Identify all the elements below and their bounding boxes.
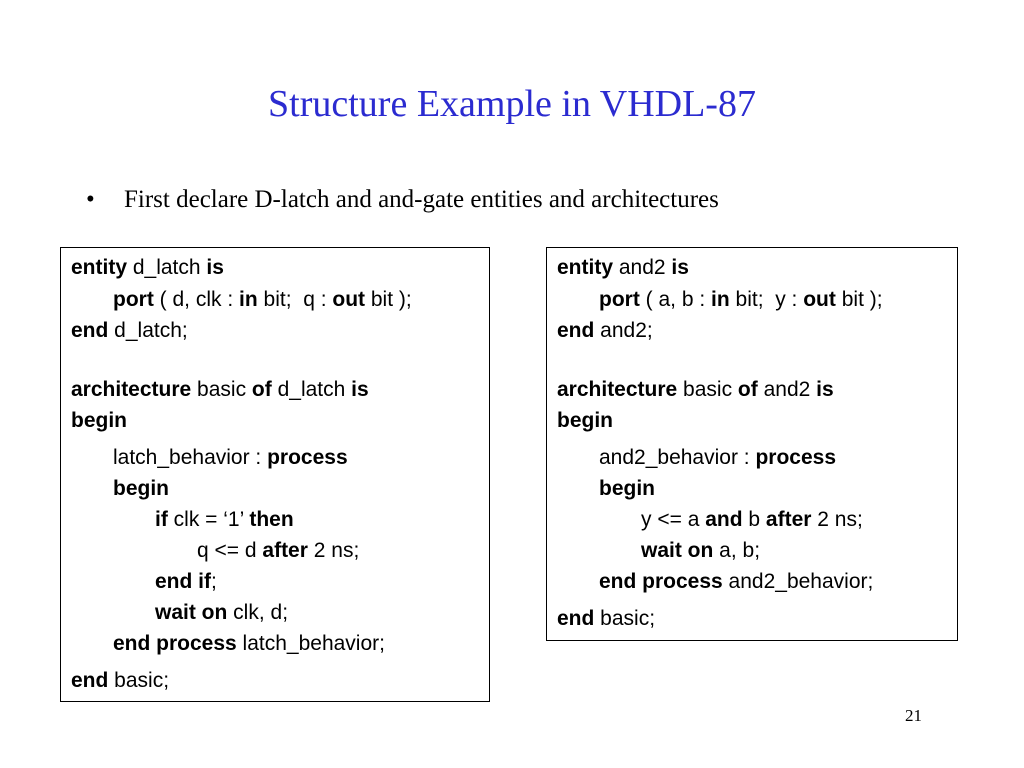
code-line [599,570,873,594]
code-keyword: in [239,288,258,311]
code-keyword: is [671,256,689,279]
code-keyword: wait on [155,601,228,624]
code-line [155,601,288,625]
code-line [71,409,127,433]
code-line [113,477,169,501]
code-text: bit; y : [729,288,804,311]
code-text: and2_behavior : [599,446,756,469]
code-line [113,288,412,312]
code-keyword: begin [113,477,169,500]
code-keyword: end [71,319,109,342]
code-keyword: is [206,256,224,279]
code-keyword: port [113,288,154,311]
code-keyword: port [599,288,640,311]
code-keyword: begin [557,409,613,432]
code-text: latch_behavior : [113,446,268,469]
code-text: latch_behavior; [236,632,385,655]
code-text: ( a, b : [639,288,712,311]
code-keyword: after [262,539,308,562]
code-keyword: of [737,378,758,401]
code-text: a, b; [713,539,761,562]
code-line [113,632,385,656]
code-line [557,256,689,280]
code-keyword: end [557,319,595,342]
code-text: ( d, clk : [153,288,240,311]
code-line [557,378,834,402]
d-latch-code-box [60,247,490,702]
code-keyword: out [803,288,836,311]
code-line [71,256,224,280]
code-keyword: if [155,508,168,531]
code-keyword: architecture [71,378,192,401]
code-line [599,446,836,470]
code-keyword: entity [71,256,128,279]
code-line [641,539,760,563]
code-keyword: entity [557,256,614,279]
code-text: d_latch [271,378,352,401]
code-keyword: wait on [641,539,714,562]
and2-code-box [546,247,958,641]
code-text: bit ); [835,288,883,311]
code-keyword: end process [113,632,237,655]
code-text: 2 ns; [811,508,863,531]
code-line [71,378,369,402]
code-line [599,477,655,501]
code-keyword: out [332,288,366,311]
bullet-icon: • [86,186,95,213]
code-keyword: begin [599,477,655,500]
code-line [155,570,217,594]
code-text: basic [191,378,252,401]
code-line [641,508,863,532]
code-text: 2 ns; [307,539,360,562]
code-keyword: in [711,288,730,311]
code-text: clk, d; [227,601,289,624]
code-keyword: end [557,607,595,630]
code-text: d_latch; [108,319,188,342]
code-keyword: then [249,508,294,531]
code-keyword: architecture [557,378,678,401]
code-text: d_latch [127,256,207,279]
page-number: 21 [905,706,922,725]
code-keyword: of [251,378,272,401]
code-line [71,319,188,343]
code-text: and2_behavior; [722,570,874,593]
bullet-text: First declare D-latch and and-gate entities and architectures [124,186,719,213]
code-text: and2; [594,319,653,342]
code-keyword: is [351,378,369,401]
code-line [557,607,655,631]
code-line [599,288,883,312]
code-keyword: and [705,508,743,531]
code-line [557,319,653,343]
code-line [155,508,294,532]
code-keyword: after [765,508,812,531]
code-text: q <= d [197,539,263,562]
code-keyword: process [755,446,837,469]
code-text: basic [677,378,738,401]
code-text: bit; q : [257,288,333,311]
code-keyword: end process [599,570,723,593]
slide-title: Structure Example in VHDL-87 [268,83,756,125]
code-line [197,539,359,563]
code-text: bit ); [365,288,412,311]
code-line [113,446,348,470]
code-keyword: is [816,378,834,401]
code-text: ; [211,570,217,593]
code-text: clk = ‘1’ [167,508,250,531]
code-text: b [742,508,766,531]
code-line [557,409,613,433]
code-keyword: end if [155,570,211,593]
code-keyword: begin [71,409,127,432]
code-keyword: process [267,446,348,469]
code-text: y <= a [641,508,706,531]
code-text: basic; [108,669,170,692]
code-text: and2 [613,256,672,279]
code-keyword: end [71,669,109,692]
code-text: basic; [594,607,656,630]
bullet-item [86,186,719,214]
code-line [71,669,169,693]
code-text: and2 [757,378,817,401]
